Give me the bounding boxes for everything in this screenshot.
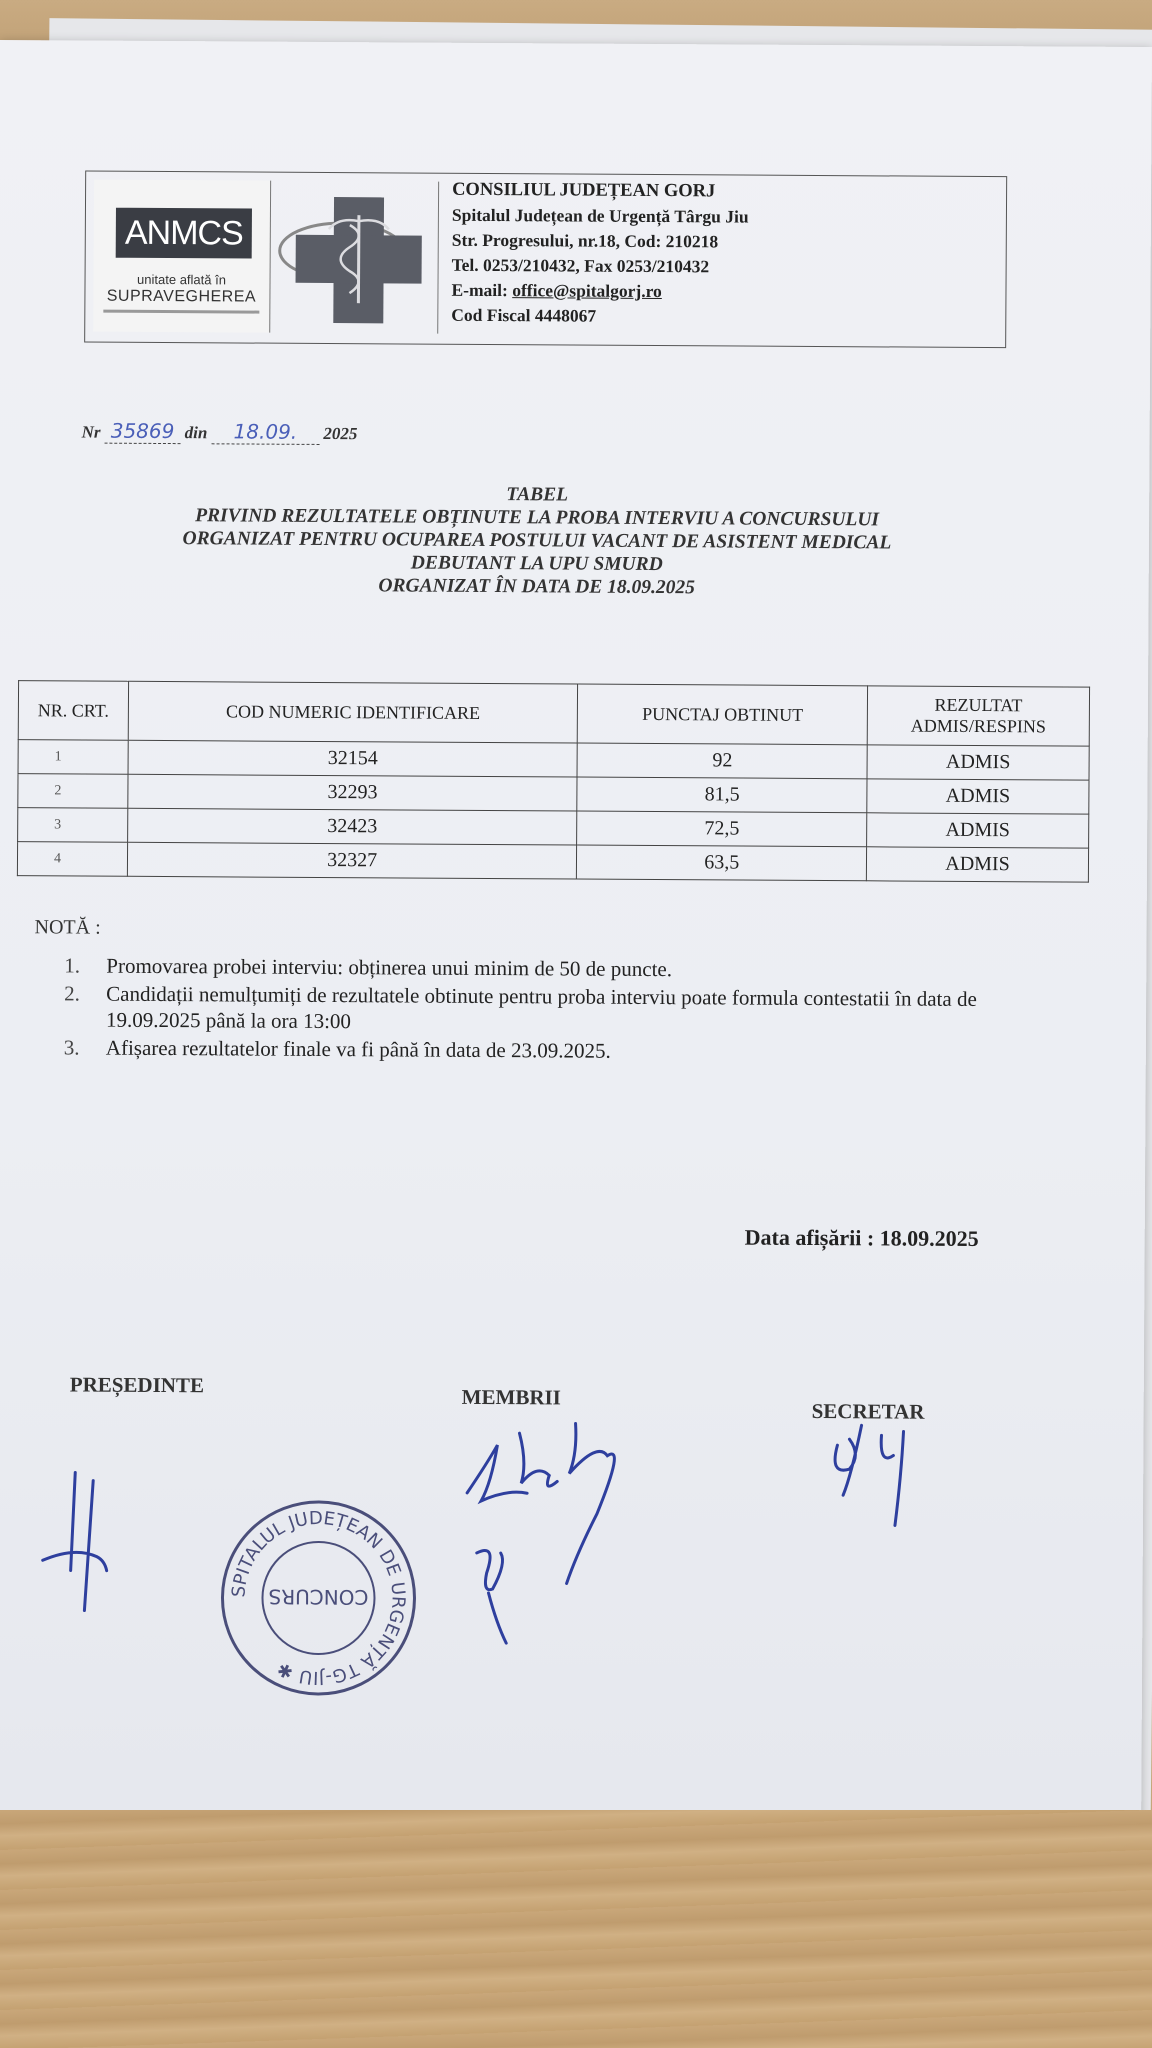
- list-item-text: Candidații nemulțumiți de rezultatele obtinute pentru proba interviu poate formula contestatii în data de 19.09.2025 până la ora 13:00: [105, 981, 977, 1034]
- secretar-signature: [821, 1415, 932, 1536]
- row-punctaj: 72,5: [577, 811, 867, 847]
- hospital-name: Spitalul Județean de Urgență Târgu Jiu: [451, 204, 749, 227]
- row-rezultat: ADMIS: [867, 745, 1089, 780]
- row-rezultat: ADMIS: [866, 847, 1088, 882]
- anmcs-logo: [93, 180, 271, 333]
- membri-signatures: [456, 1393, 678, 1654]
- institution-name: CONSILIUL JUDEȚEAN GORJ: [452, 179, 716, 202]
- nota-list: [64, 952, 985, 1068]
- header-rezultat: REZULTAT ADMIS/RESPINS: [867, 686, 1089, 746]
- nr-label: Nr: [81, 422, 101, 442]
- nota-label: NOTĂ :: [34, 916, 101, 939]
- hospital-stamp: [218, 1497, 419, 1698]
- nr-value: 35869: [105, 419, 181, 444]
- list-item: [64, 1034, 984, 1066]
- registration-number: [82, 419, 358, 445]
- email-link[interactable]: office@spitalgorj.ro: [512, 280, 662, 302]
- title-line-1: TABEL: [506, 484, 569, 506]
- registration-date: 18.09.: [212, 419, 320, 445]
- hospital-phone: Tel. 0253/210432, Fax 0253/210432: [451, 254, 710, 277]
- hospital-email-line: [451, 278, 991, 306]
- registration-year: 2025: [323, 423, 358, 444]
- letterhead-contact: [451, 178, 992, 331]
- title-line-5: ORGANIZAT ÎN DATA DE 18.09.2025: [378, 575, 695, 599]
- list-item: [64, 952, 984, 984]
- row-cod: 32293: [128, 774, 578, 811]
- row-cod: 32154: [128, 740, 578, 777]
- results-table: [17, 680, 1090, 883]
- list-item-number: 1.: [64, 953, 81, 978]
- wood-surface: [0, 1810, 1152, 2048]
- secretar-label: SECRETAR: [811, 1398, 925, 1424]
- row-nr: 4: [17, 842, 127, 877]
- row-cod: 32423: [127, 808, 577, 845]
- anmcs-logo-fineprint: [103, 310, 259, 314]
- hospital-cross-logo: [271, 181, 439, 334]
- list-item-text: Afișarea rezultatelor finale va fi până în data de 23.09.2025.: [105, 1035, 611, 1063]
- din-label: din: [184, 423, 208, 443]
- anmcs-logo-subtitle: unitate aflată în: [137, 271, 227, 288]
- list-item-number: 3.: [63, 1035, 80, 1060]
- row-nr: 1: [18, 740, 128, 775]
- presedinte-label: PREȘEDINTE: [69, 1372, 205, 1398]
- presedinte-signature: [34, 1460, 135, 1621]
- title-line-4: DEBUTANT LA UPU SMURD: [410, 552, 663, 576]
- row-punctaj: 81,5: [577, 777, 867, 813]
- anmcs-logo-title: ANMCS: [116, 208, 252, 259]
- title-line-2: PRIVIND REZULTATELE OBȚINUTE LA PROBA INTERVIU A CONCURSULUI: [195, 505, 880, 531]
- row-rezultat: ADMIS: [867, 813, 1089, 848]
- list-item-number: 2.: [64, 981, 81, 1006]
- row-rezultat: ADMIS: [867, 779, 1089, 814]
- row-punctaj: 63,5: [577, 845, 867, 881]
- document-page: [0, 40, 1152, 1819]
- row-nr: 3: [18, 808, 128, 843]
- fiscal-code: Cod Fiscal 4448067: [451, 304, 597, 326]
- table-row: [17, 842, 1088, 883]
- row-nr: 2: [18, 774, 128, 809]
- row-punctaj: 92: [577, 743, 867, 779]
- header-cod: COD NUMERIC IDENTIFICARE: [128, 681, 578, 743]
- medical-cross-icon: [271, 181, 438, 334]
- list-item-text: Promovarea probei interviu: obținerea unui minim de 50 de puncte.: [106, 953, 673, 982]
- letterhead: [84, 171, 1007, 349]
- document-title: [57, 480, 1018, 601]
- title-line-3: ORGANIZAT PENTRU OCUPAREA POSTULUI VACANT DE ASISTENT MEDICAL: [182, 528, 892, 554]
- email-label: E-mail:: [451, 279, 513, 301]
- stamp-center-text: CONCURS: [268, 1584, 369, 1610]
- list-item: [64, 980, 984, 1038]
- row-cod: 32327: [127, 842, 577, 879]
- header-punctaj: PUNCTAJ OBTINUT: [578, 684, 868, 745]
- anmcs-logo-supravegherea: SUPRAVEGHEREA: [106, 287, 257, 306]
- header-nr-crt: NR. CRT.: [18, 681, 128, 741]
- stamp-ring-text: SPITALUL JUDEȚEAN DE URGENȚĂ TG-JIU ✱: [228, 1507, 409, 1689]
- membri-label: MEMBRII: [461, 1384, 561, 1410]
- table-header-row: [18, 681, 1089, 747]
- hospital-address: Str. Progresului, nr.18, Cod: 210218: [451, 229, 719, 252]
- posting-date: Data afișării : 18.09.2025: [744, 1224, 979, 1252]
